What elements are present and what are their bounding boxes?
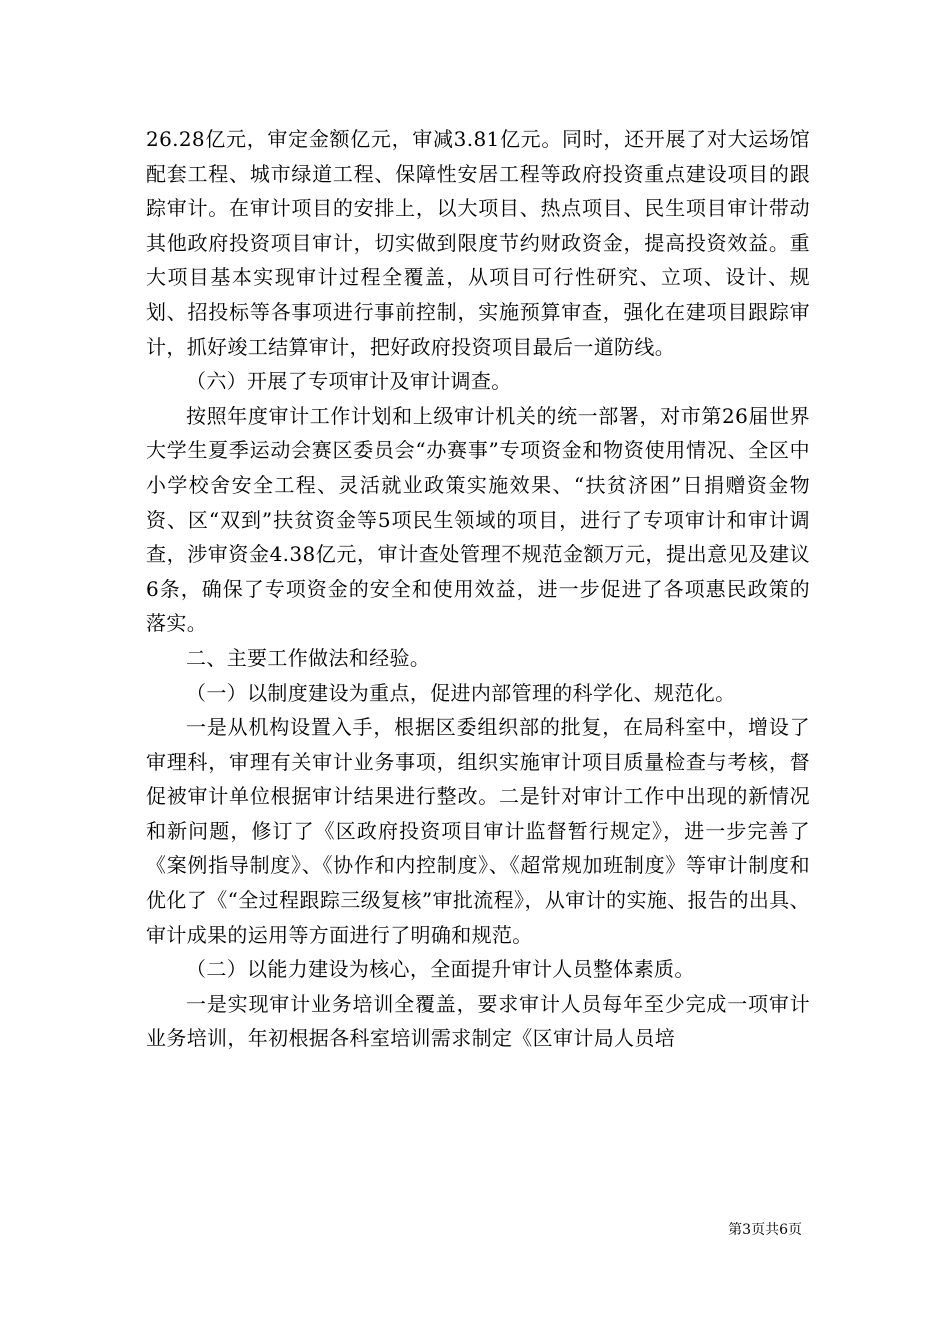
paragraph-system-building: 一是从机构设置入手，根据区委组织部的批复，在局科室中，增设了审理科，审理有关审计业务事项，组织实施审计项目质量检查与考核，督促被审计单位根据审计结果进行整改。二是针对审计工作中出现的新情况和新问题，修订了《区政府投资项目审计监督暂行规定》，进一步完善了《案例指导制度》、《协作和内控制度》、《超常规加班制度》等审计制度和优化了《“全过程跟踪三级复核”审批流程》，从审计的实施、报告的出具、审计成果的运用等方面进行了明确和规范。 — [146, 715, 810, 947]
document-body — [146, 122, 810, 1056]
paragraph-training: 一是实现审计业务培训全覆盖，要求审计人员每年至少完成一项审计业务培训，年初根据各科室培训需求制定《区审计局人员培 — [146, 991, 810, 1051]
paragraph-continuation: 26.28亿元，审定金额亿元，审减3.81亿元。同时，还开展了对大运场馆配套工程、城市绿道工程、保障性安居工程等政府投资重点建设项目的跟踪审计。在审计项目的安排上，以大项目、热点项目、民生项目审计带动其他政府投资项目审计，切实做到限度节约财政资金，提高投资效益。重大项目基本实现审计过程全覆盖，从项目可行性研究、立项、设计、规划、招投标等各事项进行事前控制，实施预算审查，强化在建项目跟踪审计，抓好竣工结算审计，把好政府投资项目最后一道防线。 — [146, 127, 810, 359]
section-heading-1: （一）以制度建设为重点，促进内部管理的科学化、规范化。 — [186, 680, 736, 705]
section-heading-2: （二）以能力建设为核心，全面提升审计人员整体素质。 — [186, 957, 695, 982]
chapter-heading-2: 二、主要工作做法和经验。 — [186, 645, 431, 670]
paragraph-special-audit: 按照年度审计工作计划和上级审计机关的统一部署，对市第26届世界大学生夏季运动会赛区委员会“办赛事”专项资金和物资使用情况、全区中小学校舍安全工程、灵活就业政策实施效果、“扶贫济困”日捐赠资金物资、区“双到”扶贫资金等5项民生领域的项目，进行了专项审计和审计调查，涉审资金4.38亿元，审计查处管理不规范金额万元，提出意见及建议6条，确保了专项资金的安全和使用效益，进一步促进了各项惠民政策的落实。 — [146, 403, 810, 636]
page-number-footer: 第3页共6页 — [728, 1222, 802, 1238]
section-heading-6: （六）开展了专项审计及审计调查。 — [186, 369, 512, 394]
